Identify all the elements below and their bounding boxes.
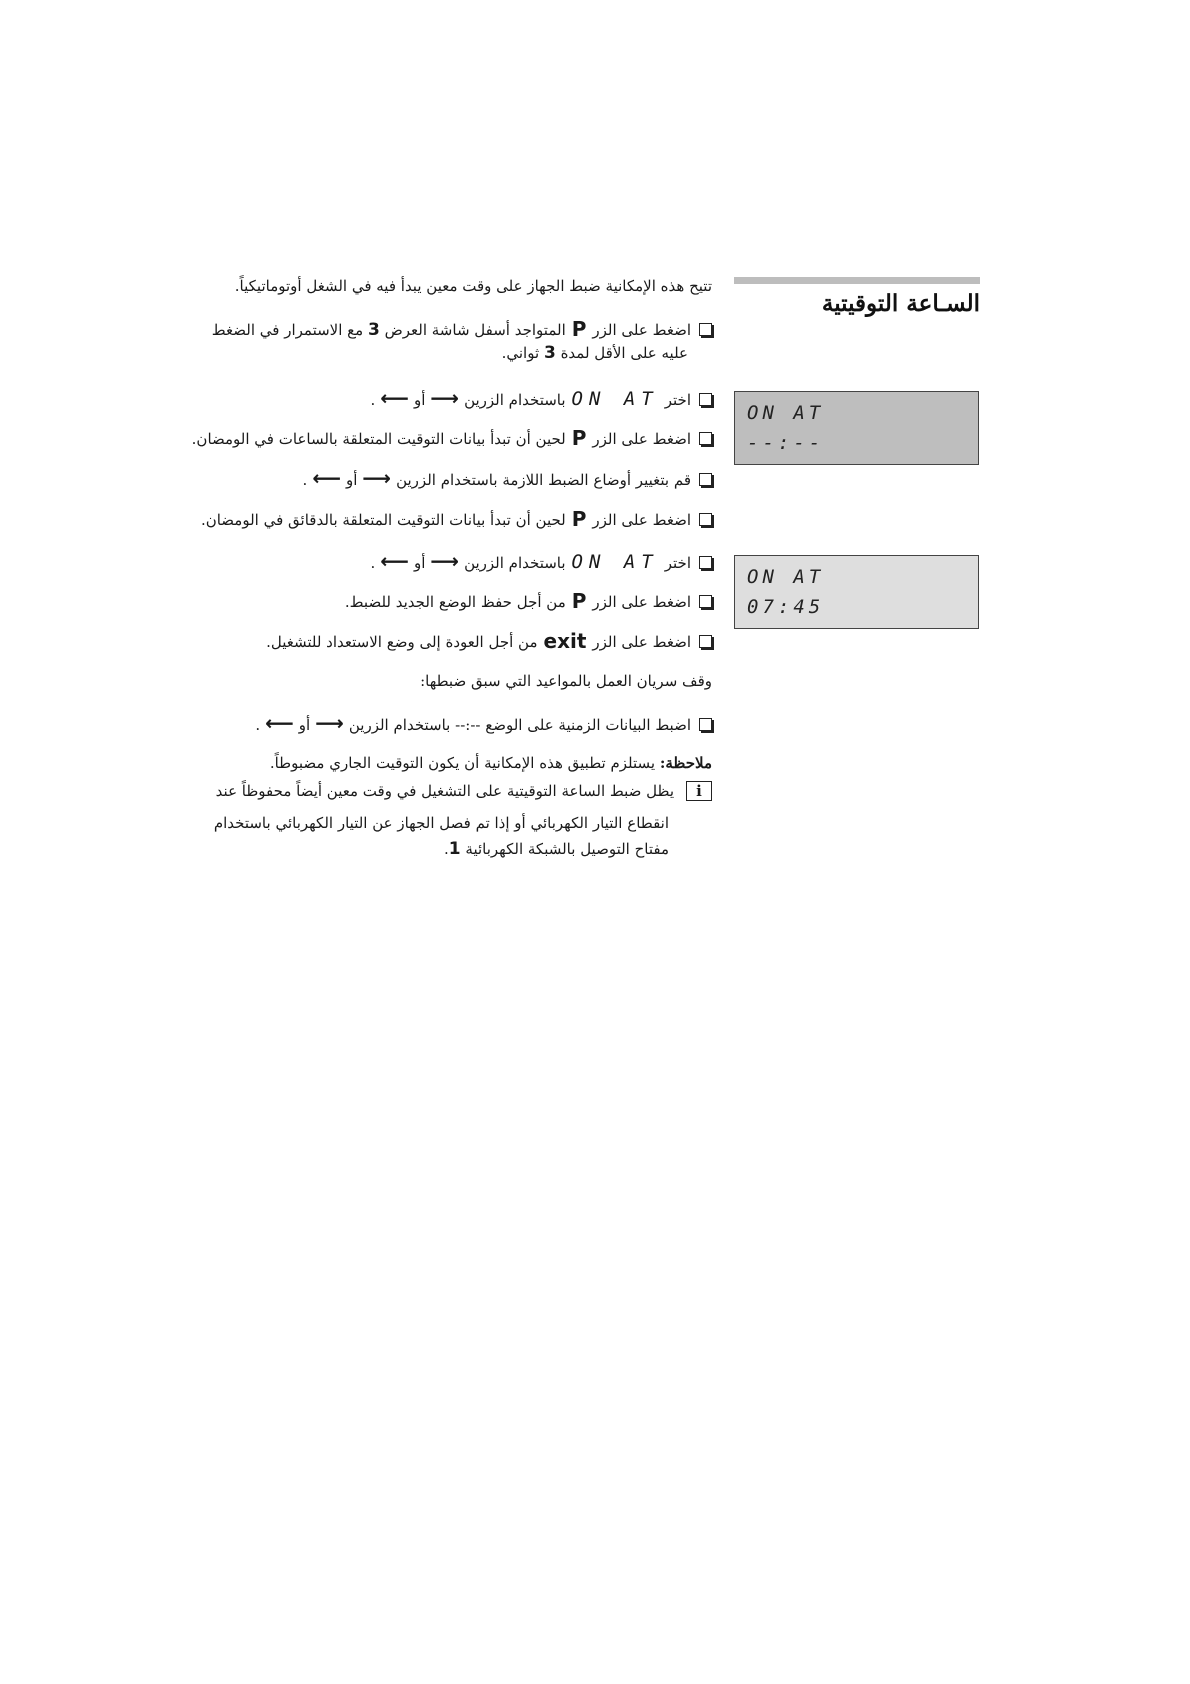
arrow-left-icon: ⟵ [265,711,294,735]
lcd-display-set [734,555,979,629]
step-4: قم بتغيير أوضاع الضبط اللازمة باستخدام الزرين⟶أو⟵. [303,467,712,491]
step-8: اضغط على الزرexitمن أجل العودة إلى وضع الاستعداد للتشغيل. [266,630,712,653]
step-7: اضغط على الزرPمن أجل حفظ الوضع الجديد للضبط. [345,590,712,613]
lcd-text-on-at: ON AT [571,551,659,573]
p-key-label: P [571,317,587,341]
p-key-label: P [571,426,587,450]
step-2: اخترON ATباستخدام الزرين⟶أو⟵. [371,387,712,411]
checkbox-bullet-icon [699,432,712,445]
step-5: اضغط على الزرPلحين أن تبدأ بيانات التوقيت المتعلقة بالدقائق في الومضان. [201,508,712,531]
checkbox-bullet-icon [699,595,712,608]
note-label: ملاحظة: [659,754,712,772]
lcd-line-1: ON AT [747,566,825,588]
lcd-display-unset [734,391,979,465]
step-1: اضغط على الزرPالمتواجد أسفل شاشة العرض 3 مع الاستمرار في الضغط [212,318,712,341]
note: ملاحظة: يستلزم تطبيق هذه الإمكانية أن يكون التوقيت الجاري مضبوطاً. [269,754,712,772]
checkbox-bullet-icon [699,556,712,569]
step-1-continuation: عليه على الأقل لمدة 3 ثواني. [501,343,688,363]
section-title: السـاعة التوقيتية [821,290,980,317]
step-3: اضغط على الزرPلحين أن تبدأ بيانات التوقيت المتعلقة بالساعات في الومضان. [192,427,712,450]
p-key-label: P [571,507,587,531]
checkbox-bullet-icon [699,393,712,406]
arrow-right-icon: ⟶ [430,549,460,573]
checkbox-bullet-icon [699,473,712,486]
info-line-3: مفتاح التوصيل بالشبكة الكهربائية 1. [444,839,669,859]
info-line-1: iيظل ضبط الساعة التوقيتية على التشغيل في وقت معين أيضاً محفوظاً عند [216,780,712,802]
stop-heading: وقف سريان العمل بالمواعيد التي سبق ضبطها: [420,672,712,690]
lcd-line-2: --:-- [747,432,825,454]
checkbox-bullet-icon [699,323,712,336]
arrow-right-icon: ⟶ [315,711,344,735]
p-key-label: P [571,589,587,613]
stop-step: اضبط البيانات الزمنية على الوضع --:-- باستخدام الزرين⟶أو⟵. [255,712,712,736]
checkbox-bullet-icon [699,635,712,648]
arrow-left-icon: ⟵ [380,386,409,410]
arrow-left-icon: ⟵ [312,466,341,490]
arrow-right-icon: ⟶ [430,386,460,410]
info-icon: i [686,781,712,801]
step-6: اخترON ATباستخدام الزرين⟶أو⟵. [371,550,712,574]
checkbox-bullet-icon [699,718,712,731]
arrow-right-icon: ⟶ [362,466,392,490]
intro-text: تتيح هذه الإمكانية ضبط الجهاز على وقت معين يبدأ فيه في الشغل أوتوماتيكياً. [234,277,712,295]
lcd-line-2: 07:45 [747,596,825,618]
exit-key-label: exit [543,629,587,653]
lcd-text-on-at: ON AT [571,388,659,410]
checkbox-bullet-icon [699,513,712,526]
info-line-2: انقطاع التيار الكهربائي أو إذا تم فصل الجهاز عن التيار الكهربائي باستخدام [213,814,669,832]
arrow-left-icon: ⟵ [380,549,409,573]
lcd-line-1: ON AT [747,402,825,424]
section-header-bar [734,277,980,284]
